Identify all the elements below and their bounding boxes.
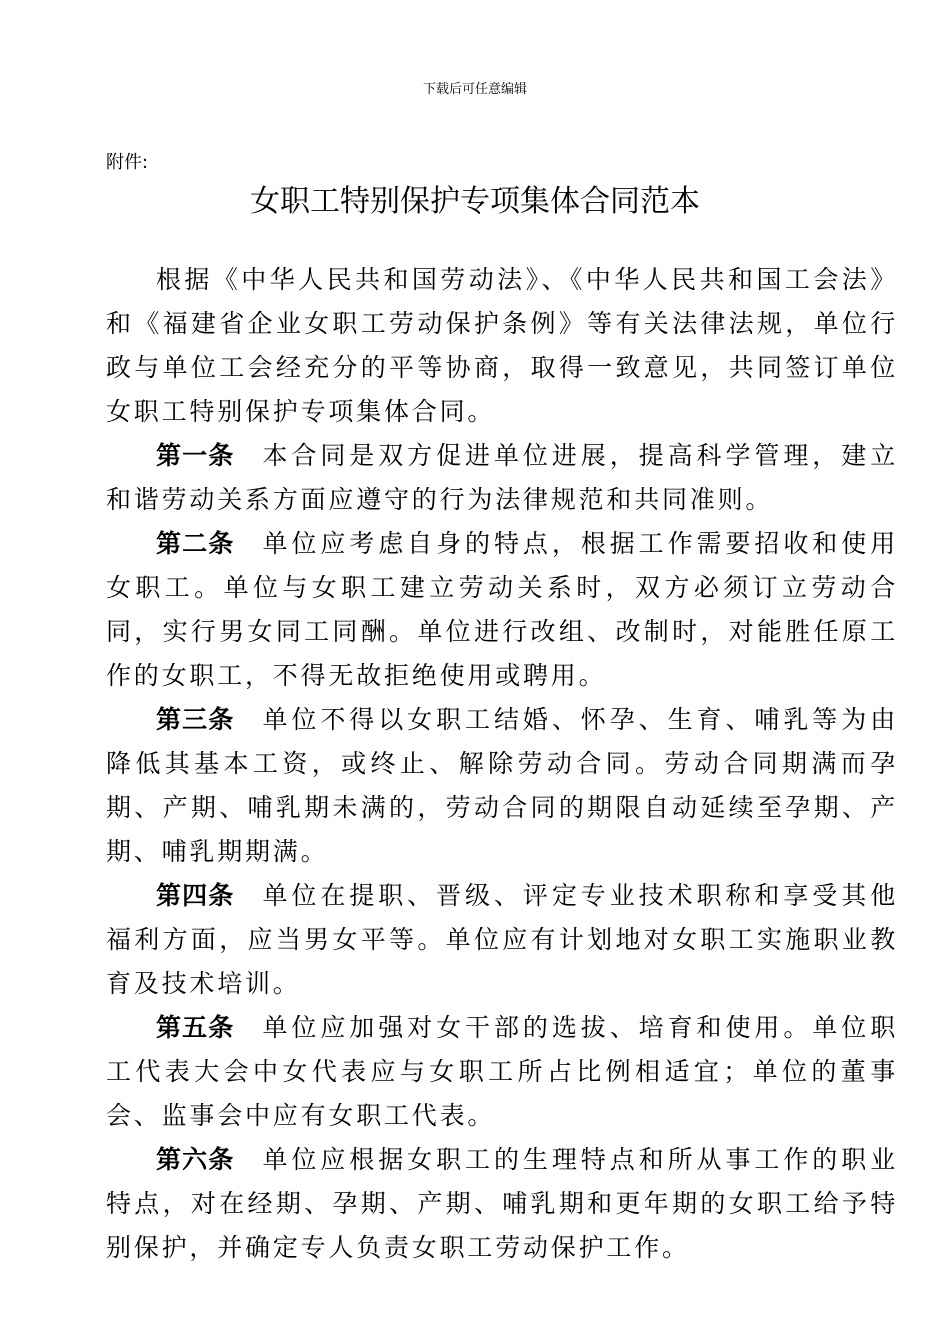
attachment-label: 附件: [106,152,149,173]
article-text: 单位应加强对女干部的选拔、培育和使用。单位职工代表大会中女代表应与女职工所占比例相适宜；单位的董事会、监事会中应有女职工代表。 [106,1013,898,1130]
article-number: 第一条 [156,441,235,470]
article-number: 第三条 [156,705,235,734]
article-number: 第四条 [156,881,235,910]
article-text: 单位应根据女职工的生理特点和所从事工作的职业特点，对在经期、孕期、产期、哺乳期和更年期的女职工给予特别保护，并确定专人负责女职工劳动保护工作。 [106,1145,898,1262]
article-2 [106,522,898,698]
article-number: 第二条 [156,529,235,558]
document-title: 女职工特别保护专项集体合同范本 [250,184,700,219]
document-body [106,258,898,1270]
intro-paragraph: 根据《中华人民共和国劳动法》、《中华人民共和国工会法》和《福建省企业女职工劳动保护条例》等有关法律法规，单位行政与单位工会经充分的平等协商，取得一致意见，共同签订单位女职工特别保护专项集体合同。 [106,265,898,426]
article-text: 单位在提职、晋级、评定专业技术职称和享受其他福利方面，应当男女平等。单位应有计划地对女职工实施职业教育及技术培训。 [106,881,898,998]
article-text: 单位应考虑自身的特点，根据工作需要招收和使用女职工。单位与女职工建立劳动关系时，双方必须订立劳动合同，实行男女同工同酬。单位进行改组、改制时，对能胜任原工作的女职工，不得无故拒绝使用或聘用。 [106,529,898,690]
article-6 [106,1138,898,1270]
article-4 [106,874,898,1006]
article-text: 单位不得以女职工结婚、怀孕、生育、哺乳等为由降低其基本工资，或终止、解除劳动合同。劳动合同期满而孕期、产期、哺乳期未满的，劳动合同的期限自动延续至孕期、产期、哺乳期期满。 [106,705,898,866]
article-text: 本合同是双方促进单位进展，提高科学管理，建立和谐劳动关系方面应遵守的行为法律规范和共同准则。 [106,441,898,514]
article-number: 第五条 [156,1013,235,1042]
article-1 [106,434,898,522]
article-number: 第六条 [156,1145,235,1174]
page-header-note: 下载后可任意编辑 [422,82,527,97]
article-5 [106,1006,898,1138]
article-3 [106,698,898,874]
